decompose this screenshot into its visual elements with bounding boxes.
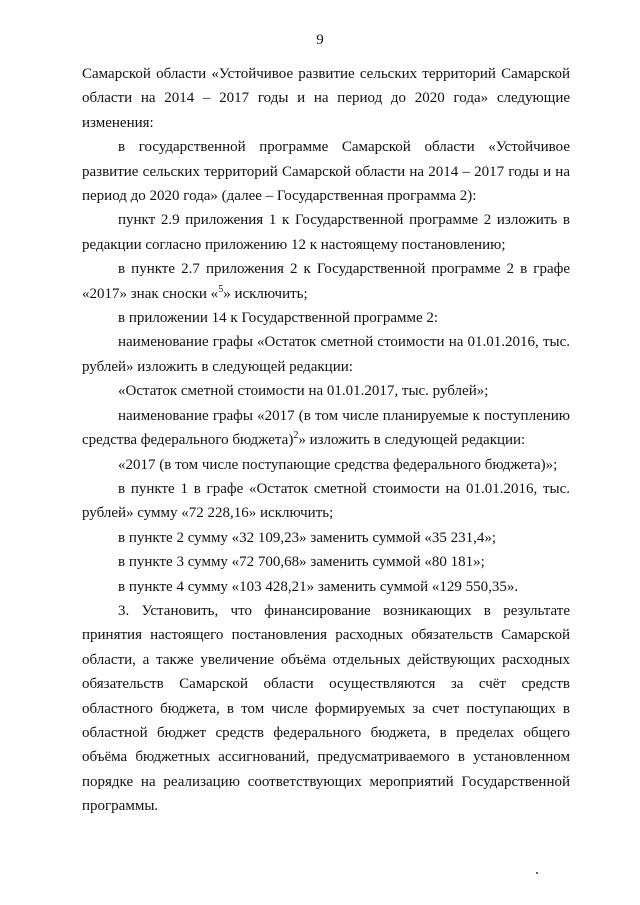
paragraph: в приложении 14 к Государственной программе 2: — [118, 310, 439, 327]
scan-speck — [536, 872, 538, 874]
paragraph: Самарской области «Устойчивое развитие сельских территорий Самарской области на 2014 – 2017 годы и на период до 2020 года» следующие изменения: — [82, 66, 570, 131]
paragraph: 3. Установить, что финансирование возникающих в результате принятия настоящего постановления расходных обязательств Самарской области, а также увеличение объёма отдельных действующих расходных обязательств Самарской области осуществляются за счёт средств областного бюджета, в том числе формируемых за счет поступающих в областной бюджет средств федерального бюджета, в пределах общего объёма бюджетных ассигнований, предусматриваемого в установленном порядке на реализацию соответствующих мероприятий Государственной программы. — [82, 602, 570, 815]
paragraph-text: в пункте 2.7 приложения 2 к Государственной программе 2 в графе «2017» знак сноски « — [82, 261, 570, 302]
paragraph: пункт 2.9 приложения 1 к Государственной программе 2 изложить в редакции согласно приложению 12 к настоящему постановлению; — [82, 212, 570, 253]
paragraph: в пункте 1 в графе «Остаток сметной стоимости на 01.01.2016, тыс. рублей» сумму «72 228,16» исключить; — [82, 480, 570, 522]
page-number: 9 — [316, 32, 324, 48]
footnote-mark: 5 — [218, 283, 224, 295]
paragraph: наименование графы «Остаток сметной стоимости на 01.01.2016, тыс. рублей» изложить в следующей редакции: — [82, 334, 570, 375]
paragraph-with-footnote — [82, 404, 570, 453]
footnote-mark: 2 — [293, 430, 299, 442]
document-body — [82, 62, 570, 819]
paragraph: «Остаток сметной стоимости на 01.01.2017, тыс. рублей»; — [118, 383, 489, 400]
paragraph: в пункте 3 сумму «72 700,68» заменить суммой «80 181»; — [118, 554, 485, 571]
paragraph-text: » изложить в следующей редакции: — [298, 432, 526, 449]
paragraph-with-footnote — [82, 257, 570, 306]
paragraph: в пункте 4 сумму «103 428,21» заменить суммой «129 550,35». — [118, 578, 519, 595]
paragraph-text: » исключить; — [223, 285, 308, 302]
paragraph: в пункте 2 сумму «32 109,23» заменить суммой «35 231,4»; — [118, 529, 497, 546]
paragraph-text: наименование графы «2017 (в том числе планируемые к поступлению средства федерального бюджета) — [82, 407, 570, 449]
paragraph: «2017 (в том числе поступающие средства федерального бюджета)»; — [118, 456, 558, 473]
paragraph: в государственной программе Самарской области «Устойчивое развитие сельских территорий Самарской области на 2014 – 2017 годы и на период до 2020 года» (далее – Государственная программа 2): — [82, 139, 570, 205]
